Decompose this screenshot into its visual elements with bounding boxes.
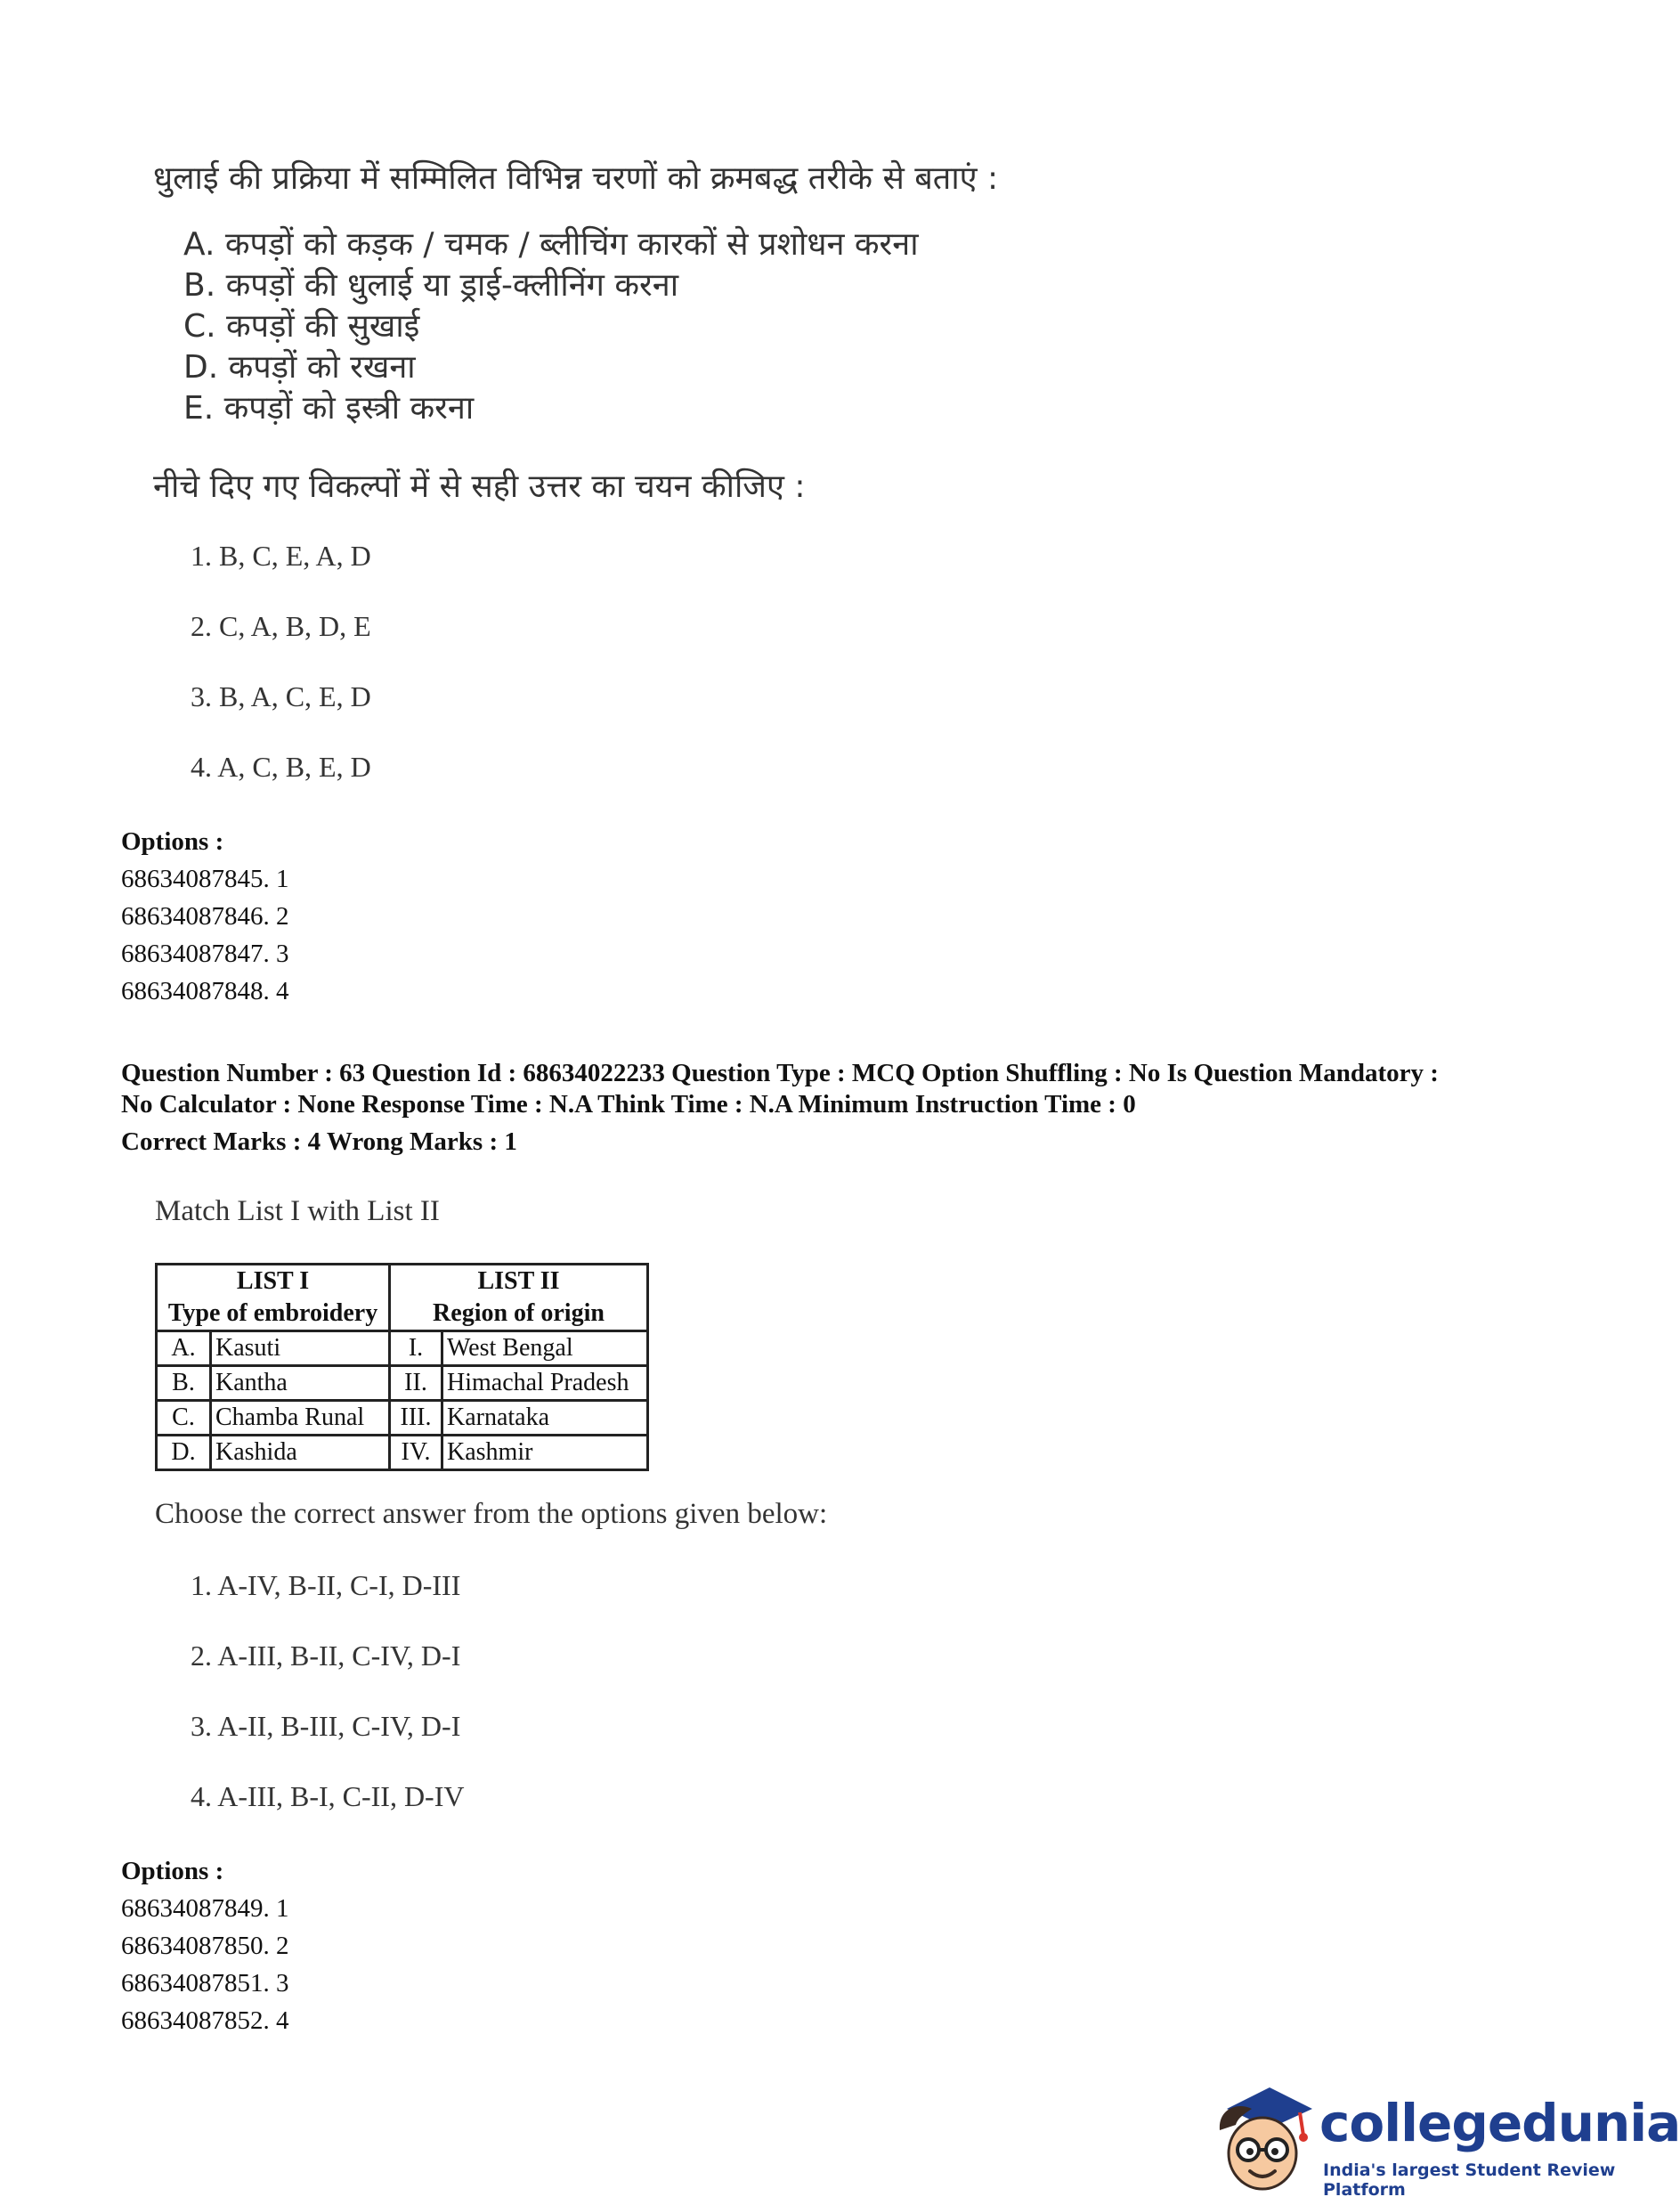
table-row (157, 1436, 648, 1470)
q62-statement: A. कपड़ों को कड़क / चमक / ब्लीचिंग कारकों से प्रशोधन करना (183, 226, 919, 263)
region-name: Himachal Pradesh (442, 1366, 648, 1401)
logo-wordmark: collegedunia (1319, 2093, 1680, 2153)
q63-meta-line: No Calculator : None Response Time : N.A Think Time : N.A Minimum Instruction Time : 0 (121, 1090, 1136, 1119)
q62-stem: धुलाई की प्रक्रिया में सम्मिलित विभिन्न चरणों को क्रमबद्ध तरीके से बताएं : (153, 160, 999, 197)
table-row (157, 1401, 648, 1436)
logo-tagline: India's largest Student Review Platform (1323, 2160, 1616, 2200)
embroidery-name: Kasuti (211, 1331, 390, 1366)
options-heading: Options : (121, 827, 224, 856)
options-heading: Options : (121, 1857, 224, 1885)
option-id: 68634087846. 2 (121, 902, 289, 931)
q63-choice: 1. A-IV, B-II, C-I, D-III (191, 1569, 461, 1601)
list2-title: LIST II (477, 1267, 560, 1295)
q62-choice: 3. B, A, C, E, D (191, 680, 371, 712)
q62-options-block (121, 823, 289, 1010)
option-id: 68634087845. 1 (121, 865, 289, 893)
q62-statement-list (183, 224, 919, 429)
row-numeral: IV. (390, 1436, 442, 1470)
row-letter: B. (157, 1366, 211, 1401)
row-letter: C. (157, 1401, 211, 1436)
row-numeral: I. (390, 1331, 442, 1366)
q63-choice: 2. A-III, B-II, C-IV, D-I (191, 1640, 461, 1672)
option-id: 68634087850. 2 (121, 1932, 289, 1960)
q63-marks: Correct Marks : 4 Wrong Marks : 1 (121, 1127, 517, 1156)
row-numeral: III. (390, 1401, 442, 1436)
q62-statement: D. कपड़ों को रखना (183, 349, 416, 386)
collegedunia-logo (1211, 2082, 1680, 2200)
list2-subtitle: Region of origin (433, 1299, 605, 1327)
table-row (157, 1366, 648, 1401)
option-id: 68634087848. 4 (121, 977, 289, 1005)
region-name: West Bengal (442, 1331, 648, 1366)
q63-choice-list (191, 1567, 464, 1849)
q62-instruction: नीचे दिए गए विकल्पों में से सही उत्तर का चयन कीजिए : (153, 468, 806, 505)
q62-choice: 2. C, A, B, D, E (191, 610, 371, 642)
q63-options-block (121, 1852, 289, 2039)
q62-choice: 4. A, C, B, E, D (191, 751, 371, 783)
q63-meta (121, 1058, 1599, 1120)
option-id: 68634087849. 1 (121, 1894, 289, 1923)
option-id: 68634087851. 3 (121, 1969, 289, 1998)
q62-choice: 1. B, C, E, A, D (191, 540, 371, 572)
mascot-icon (1211, 2082, 1314, 2196)
q63-stem: Match List I with List II (155, 1195, 440, 1227)
embroidery-name: Kashida (211, 1436, 390, 1470)
q63-choice: 4. A-III, B-I, C-II, D-IV (191, 1780, 465, 1812)
q63-instruction: Choose the correct answer from the options given below: (155, 1498, 828, 1530)
option-id: 68634087852. 4 (121, 2006, 289, 2035)
q62-choice-list (191, 538, 371, 819)
table-header-row (157, 1265, 648, 1331)
q62-statement: E. कपड़ों को इस्त्री करना (183, 390, 475, 427)
q63-meta-line: Question Number : 63 Question Id : 68634022233 Question Type : MCQ Option Shuffling : No Is Question Mandatory : (121, 1059, 1439, 1087)
list1-title: LIST I (236, 1267, 310, 1295)
embroidery-name: Chamba Runal (211, 1401, 390, 1436)
option-id: 68634087847. 3 (121, 940, 289, 968)
list1-subtitle: Type of embroidery (167, 1299, 378, 1327)
region-name: Kashmir (442, 1436, 648, 1470)
q63-choice: 3. A-II, B-III, C-IV, D-I (191, 1710, 461, 1742)
row-letter: D. (157, 1436, 211, 1470)
row-letter: A. (157, 1331, 211, 1366)
q62-statement: C. कपड़ों की सुखाई (183, 308, 420, 345)
match-table (155, 1263, 649, 1471)
row-numeral: II. (390, 1366, 442, 1401)
region-name: Karnataka (442, 1401, 648, 1436)
list2-header (390, 1265, 648, 1331)
q62-statement: B. कपड़ों की धुलाई या ड्राई-क्लीनिंग करना (183, 267, 679, 304)
embroidery-name: Kantha (211, 1366, 390, 1401)
table-row (157, 1331, 648, 1366)
list1-header (157, 1265, 390, 1331)
